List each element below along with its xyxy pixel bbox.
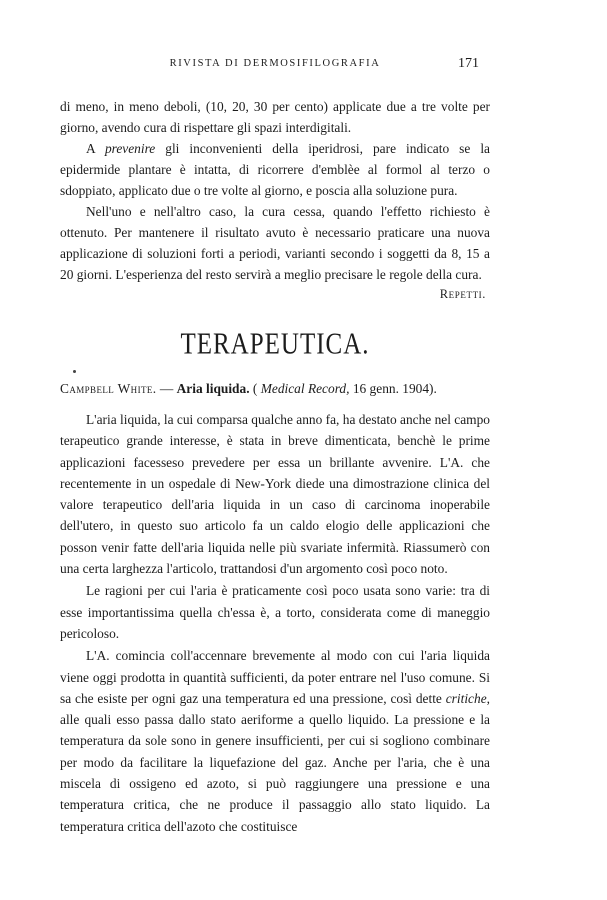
paragraph: L'aria liquida, la cui comparsa qualche anno fa, ha destato anche nel campo terapeutico grande interesse, è stata in breve dimenticata, benchè le prime applicazioni facesseso prevedere per essa un brillante avvenire. L'A. che recentemente in un ospedale di New-York diede una dimostrazione clinica del valore terapeutico dell'aria liquida in un caso di carcinoma inoperabile dell'utero, in questo suo articolo fa un caldo elogio delle applicazioni che posson venir fatte dell'aria liquida nelle più svariate infermità. Riassumerò con una certa larghezza l'articolo, trattandosi d'un argomento così poco noto. bbox=[60, 412, 490, 577]
running-title: RIVISTA DI DERMOSIFILOGRAFIA bbox=[169, 58, 381, 69]
emphasis: prevenire bbox=[104, 141, 156, 156]
paragraph: di meno, in meno deboli, (10, 20, 30 per cento) applicate due a tre volte per giorno, avendo cura di rispettare gli spazi interdigitali. bbox=[60, 99, 490, 135]
emphasis: critiche bbox=[445, 690, 487, 706]
citation-date: 16 genn. 1904). bbox=[349, 381, 437, 396]
text-run: , alle quali esso passa dallo stato aeriforme a quello liquido. La pressione e la temperatura da sole sono in genere insufficienti, per cui si sogliono combinare per modo da facilitare la liquefazione del gaz. Anche per l'aria, che è una miscela di ossigeno ed azoto, si può raggiungere una pressione e una temperatura critica, che ne produce il passaggio allo stato liquido. La temperatura critica dell'azoto che costituisce bbox=[60, 690, 490, 834]
article-title: Aria liquida. bbox=[176, 381, 250, 396]
dash: — bbox=[156, 381, 177, 396]
article-author: Campbell White. bbox=[60, 381, 157, 396]
paragraph: Nell'uno e nell'altro caso, la cura cessa, quando l'effetto richiesto è ottenuto. Per mantenere il risultato avuto è necessario praticare una nuova applicazione di soluzioni forti a periodi, varianti secondo i soggetti da 8, 15 a 20 giorni. L'esperienza del resto servirà a meglio precisare le regole della cura. bbox=[60, 204, 490, 282]
article-heading bbox=[60, 378, 490, 399]
previous-article-continuation bbox=[60, 96, 490, 305]
text-run: A bbox=[86, 141, 105, 156]
ink-dot bbox=[73, 370, 76, 373]
text-run: L'A. comincia coll'accennare brevemente al modo con cui l'aria liquida viene oggi prodotta in quantità sufficienti, da poter entrare nel l'uso comune. Si sa che esiste per ogni gaz una temperatura ed una pressione, così dette bbox=[60, 648, 490, 706]
citation-open: ( bbox=[249, 381, 261, 396]
article-body bbox=[60, 409, 490, 837]
paragraph bbox=[60, 645, 490, 837]
text-run: gli inconvenienti della iperidrosi, pare indicato se la epidermide plantare è intatta, di ricorrere d'emblèe al formol al terzo o sdoppiato, applicato due o tre volte al giorno, e poscia alla soluzione pura. bbox=[60, 141, 490, 198]
author-signature: Repetti. bbox=[439, 287, 486, 301]
section-title: TERAPEUTICA. bbox=[180, 328, 370, 361]
paragraph: Le ragioni per cui l'aria è praticamente così poco usata sono varie: tra di esse importantissima quella ch'essa è, a torto, considerata come di maneggio pericoloso. bbox=[60, 583, 490, 641]
page-number: 171 bbox=[458, 56, 479, 71]
paragraph bbox=[60, 138, 490, 201]
journal-name: Medical Record, bbox=[260, 381, 350, 396]
